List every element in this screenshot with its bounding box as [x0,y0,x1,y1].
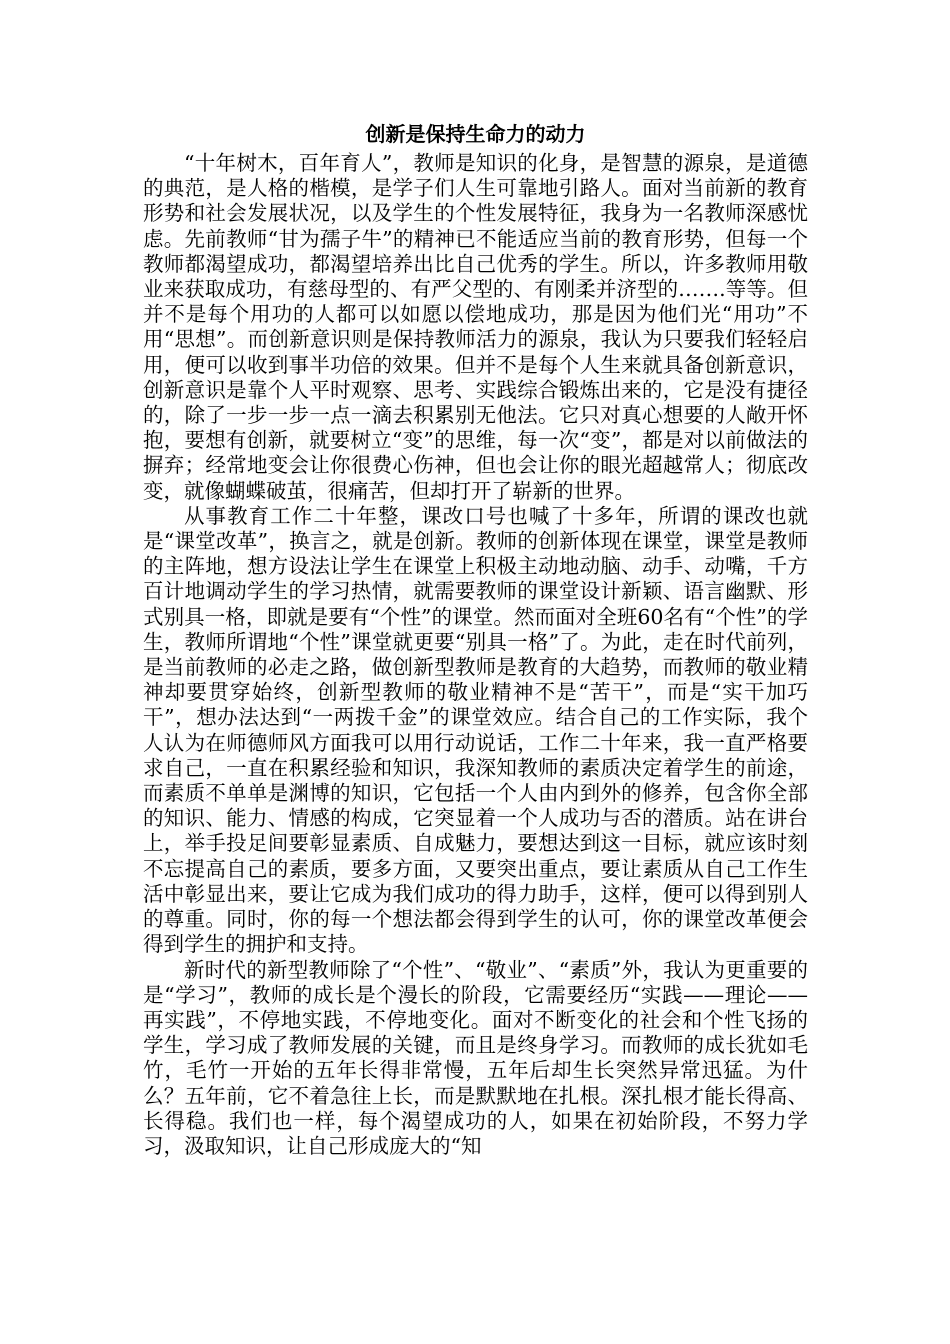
document-title: 创新是保持生命力的动力 [365,122,586,146]
document-body [143,121,808,1159]
paragraph-2: 从事教育工作二十年整，课改口号也喊了十多年，所谓的课改也就是“课堂改革”，换言之，就是创新。教师的创新体现在课堂，课堂是教师的主阵地，想方设法让学生在课堂上积极主动地动脑、动手、动嘴，千方百计地调动学生的学习热情，就需要教师的课堂设计新颖、语言幽默、形式别具一格，即就是要有“个性”的课堂。然而面对全班60名有“个性”的学生，教师所谓地“个性”课堂就更要“别具一格”了。为此，走在时代前列，是当前教师的必走之路，做创新型教师是教育的大趋势，而教师的敬业精神却要贯穿始终，创新型教师的敬业精神不是“苦干”，而是“实干加巧干”，想办法达到“一两拨千金”的课堂效应。结合自己的工作实际，我个人认为在师德师风方面我可以用行动说话，工作二十年来，我一直严格要求自己，一直在积累经验和知识，我深知教师的素质决定着学生的前途，而素质不单单是渊博的知识，它包括一个人由内到外的修养，包含你全部的知识、能力、情感的构成，它突显着一个人成功与否的潜质。站在讲台上，举手投足间要彰显素质、自成魅力，要想达到这一目标，就应该时刻不忘提高自己的素质，要多方面，又要突出重点，要让素质从自己工作生活中彰显出来，要让它成为我们成功的得力助手，这样，便可以得到别人的尊重。同时，你的每一个想法都会得到学生的认可，你的课堂改革便会得到学生的拥护和支持。 [143,503,808,957]
paragraph-3: 新时代的新型教师除了“个性”、“敬业”、“素质”外，我认为更重要的是“学习”，教师的成长是个漫长的阶段，它需要经历“实践——理论——再实践”，不停地实践，不停地变化。面对不断变化的社会和个性飞扬的学生，学习成了教师发展的关键，而且是终身学习。而教师的成长犹如毛竹，毛竹一开始的五年长得非常慢，五年后却生长突然异常迅猛。为什么？五年前，它不着急往上长，而是默默地在扎根。深扎根才能长得高、长得稳。我们也一样，每个渴望成功的人，如果在初始阶段，不努力学习，汲取知识，让自己形成庞大的“知 [143,957,808,1158]
paragraph-1: “十年树木，百年育人”，教师是知识的化身，是智慧的源泉，是道德的典范，是人格的楷模，是学子们人生可靠地引路人。面对当前新的教育形势和社会发展状况，以及学生的个性发展特征，我身为一名教师深感忧虑。先前教师“甘为孺子牛”的精神已不能适应当前的教育形势，但每一个教师都渴望成功，都渴望培养出比自己优秀的学生。所以，许多教师用敬业来获取成功，有慈母型的、有严父型的、有刚柔并济型的…….等等。但并不是每个用功的人都可以如愿以偿地成功，那是因为他们光“用功”不用“思想”。而创新意识则是保持教师活力的源泉，我认为只要我们轻轻启用，便可以收到事半功倍的效果。但并不是每个人生来就具备创新意识，创新意识是靠个人平时观察、思考、实践综合锻炼出来的，它是没有捷径的，除了一步一步一点一滴去积累别无他法。它只对真心想要的人敞开怀抱，要想有创新，就要树立“变”的思维，每一次“变”，都是对以前做法的摒弃；经常地变会让你很费心伤神，但也会让你的眼光超越常人；彻底改变，就像蝴蝶破茧，很痛苦，但却打开了崭新的世界。 [143,151,808,503]
